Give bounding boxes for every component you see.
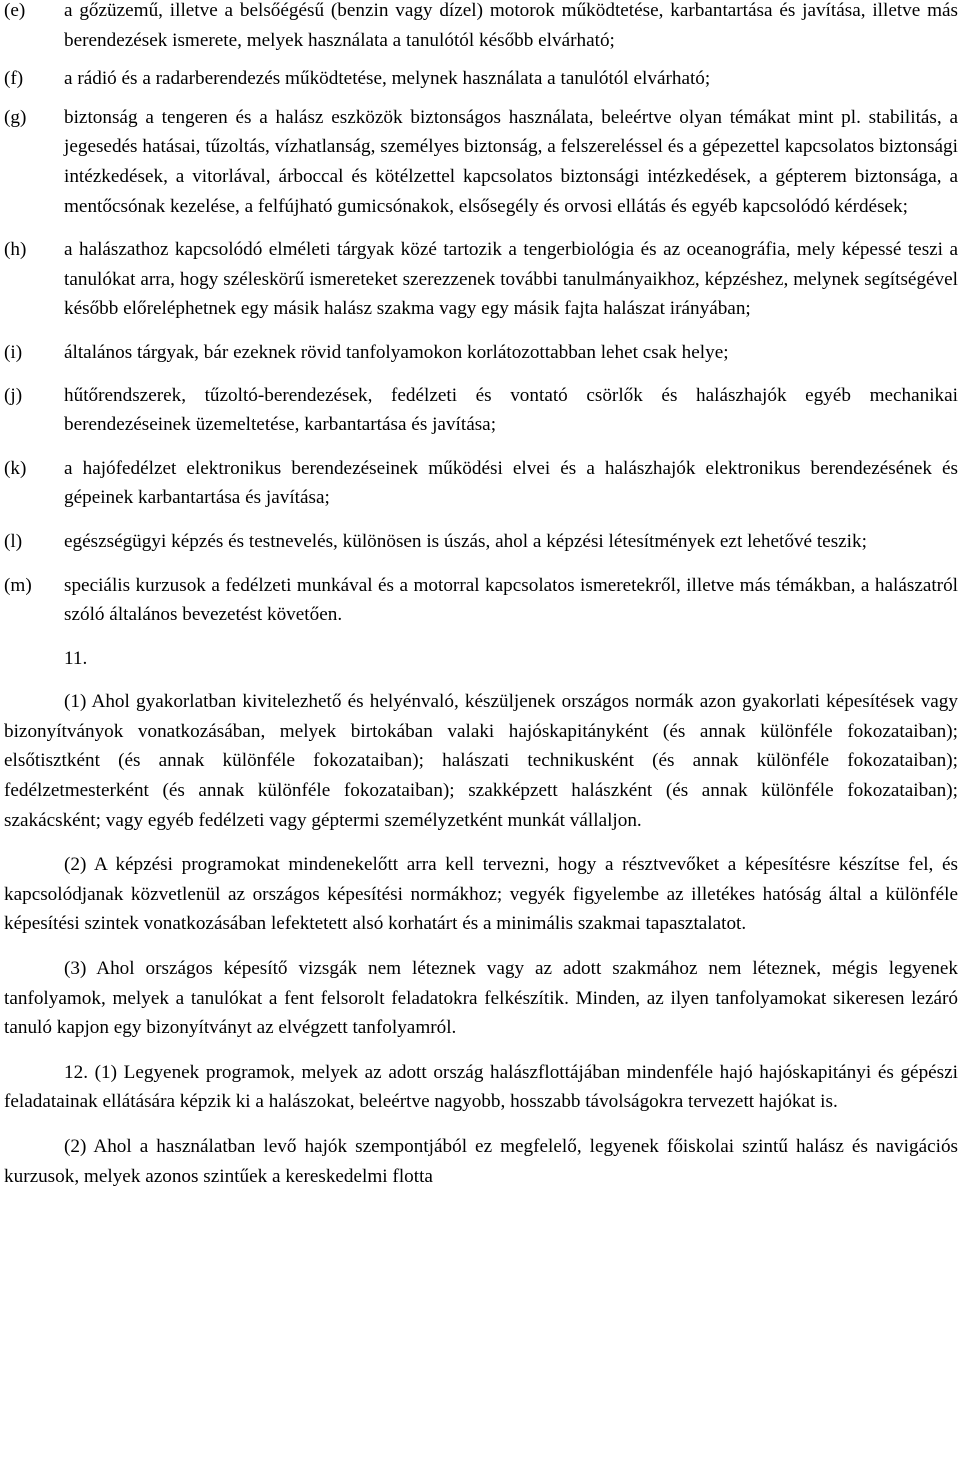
list-item-h [4, 235, 958, 324]
list-item-e [4, 0, 958, 55]
list-item-f [4, 64, 958, 94]
list-item-text: speciális kurzusok a fedélzeti munkával és a motorral kapcsolatos ismeretekről, illetve más témákban, a halászatról szóló általános bevezetést követően. [64, 574, 958, 626]
list-label: (j) [4, 384, 23, 406]
list-item-text: általános tárgyak, bár ezeknek rövid tanfolyamokon korlátozottabban lehet csak helye; [64, 341, 729, 363]
list-item-text: egészségügyi képzés és testnevelés, különösen is úszás, ahol a képzési létesítmények ezt lehetővé teszik; [64, 530, 867, 552]
section-12-paragraph-1: 12. (1) Legyenek programok, melyek az adott ország halászflottájában mindenféle hajó hajóskapitányi és gépészi feladatainak ellátására képzik ki a halászokat, beleértve nagyobb, hosszabb távolságokra tervezett hajókat is. [4, 1061, 958, 1113]
section-11-paragraph-2: (2) A képzési programokat mindenekelőtt arra kell tervezni, hogy a résztvevőket a képesítésre készítse fel, és kapcsolódjanak közvetlenül az országos képesítési normákhoz; vegyék figyelembe az illetékes hatóság által a különféle képesítési szintek vonatkozásában lefektetett alsó korhatárt és a minimális szakmai tapasztalatot. [4, 854, 958, 935]
list-item-j [4, 381, 958, 440]
list-item-text: a gőzüzemű, illetve a belsőégésű (benzin vagy dízel) motorok működtetése, karbantartása és javítása, illetve más berendezések ismerete, melyek használata a tanulótól később elvárható; [64, 0, 958, 51]
list-label: (l) [4, 530, 23, 552]
section-11-paragraph-3: (3) Ahol országos képesítő vizsgák nem léteznek vagy az adott szakmához nem léteznek, mégis legyenek tanfolyamok, melyek a tanulókat a fent felsorolt feladatokra felkészítik. Minden, az ilyen tanfolyamokat sikeresen lezáró tanuló kapjon egy bizonyítványt az elvégzett tanfolyamról. [4, 958, 958, 1039]
list-item-text: a halászathoz kapcsolódó elméleti tárgyak közé tartozik a tengerbiológia és az oceanográfia, mely képessé teszi a tanulókat arra, hogy széleskörű ismereteket szerezzenek további tanulmányaikhoz, képzéshez, melynek segítségével később előreléphetnek egy másik halász szakma vagy egy másik fajta halászat irányában; [64, 239, 958, 320]
list-label: (e) [4, 0, 26, 21]
list-label: (g) [4, 106, 27, 128]
list-label: (f) [4, 68, 24, 90]
list-item-text: biztonság a tengeren és a halász eszközök biztonságos használata, beleértve olyan témákat mint pl. stabilitás, a jegesedés hatásai, tűzoltás, vízhatlanság, személyes biztonság, a felszereléssel és a gépezettel kapcsolatos biztonsági intézkedések, a vitorlával, árboccal és kötélzettel kapcsolatos biztonsági intézkedések, a gépterem biztonsága, a mentőcsónak kezelése, a felfújható gumicsónakok, elsősegély és orvosi ellátás és egyéb kapcsolódó kérdések; [64, 106, 958, 217]
section-12-paragraph-2: (2) Ahol a használatban levő hajók szempontjából ez megfelelő, legyenek főiskolai szintű halász és navigációs kurzusok, melyek azonos szintűek a kereskedelmi flotta [4, 1136, 958, 1187]
list-item-i [4, 338, 958, 368]
list-label: (k) [4, 457, 27, 479]
list-item-m [4, 571, 958, 630]
list-item-l [4, 527, 958, 557]
list-item-g [4, 103, 958, 221]
list-item-text: a hajófedélzet elektronikus berendezéseinek működési elvei és a halászhajók elektronikus berendezésének és gépeinek karbantartása és javítása; [64, 457, 958, 509]
section-number-11: 11. [64, 647, 88, 669]
list-item-k [4, 454, 958, 513]
list-label: (h) [4, 239, 27, 261]
list-item-text: hűtőrendszerek, tűzoltó-berendezések, fedélzeti és vontató csörlők és halászhajók egyéb mechanikai berendezéseinek üzemeltetése, karbantartása és javítása; [64, 384, 958, 436]
document-page [4, 0, 958, 1191]
list-label: (i) [4, 341, 23, 363]
section-11-paragraph-1: (1) Ahol gyakorlatban kivitelezhető és helyénvaló, készüljenek országos normák azon gyakorlati képesítések vagy bizonyítványok vonatkozásában, melyek birtokában valaki hajóskapitányként (és annak különféle fokozataiban); elsőtisztként (és annak különféle fokozataiban); halászati technikusként (és annak különféle fokozataiban); fedélzetmesterként (és annak különféle fokozataiban); szakképzett halászként (és annak különféle fokozataiban); szakácsként; vagy egyéb fedélzeti vagy géptermi személyzetként munkát vállaljon. [4, 691, 958, 831]
list-label: (m) [4, 574, 32, 596]
list-item-text: a rádió és a radarberendezés működtetése, melynek használata a tanulótól elvárható; [64, 68, 711, 90]
